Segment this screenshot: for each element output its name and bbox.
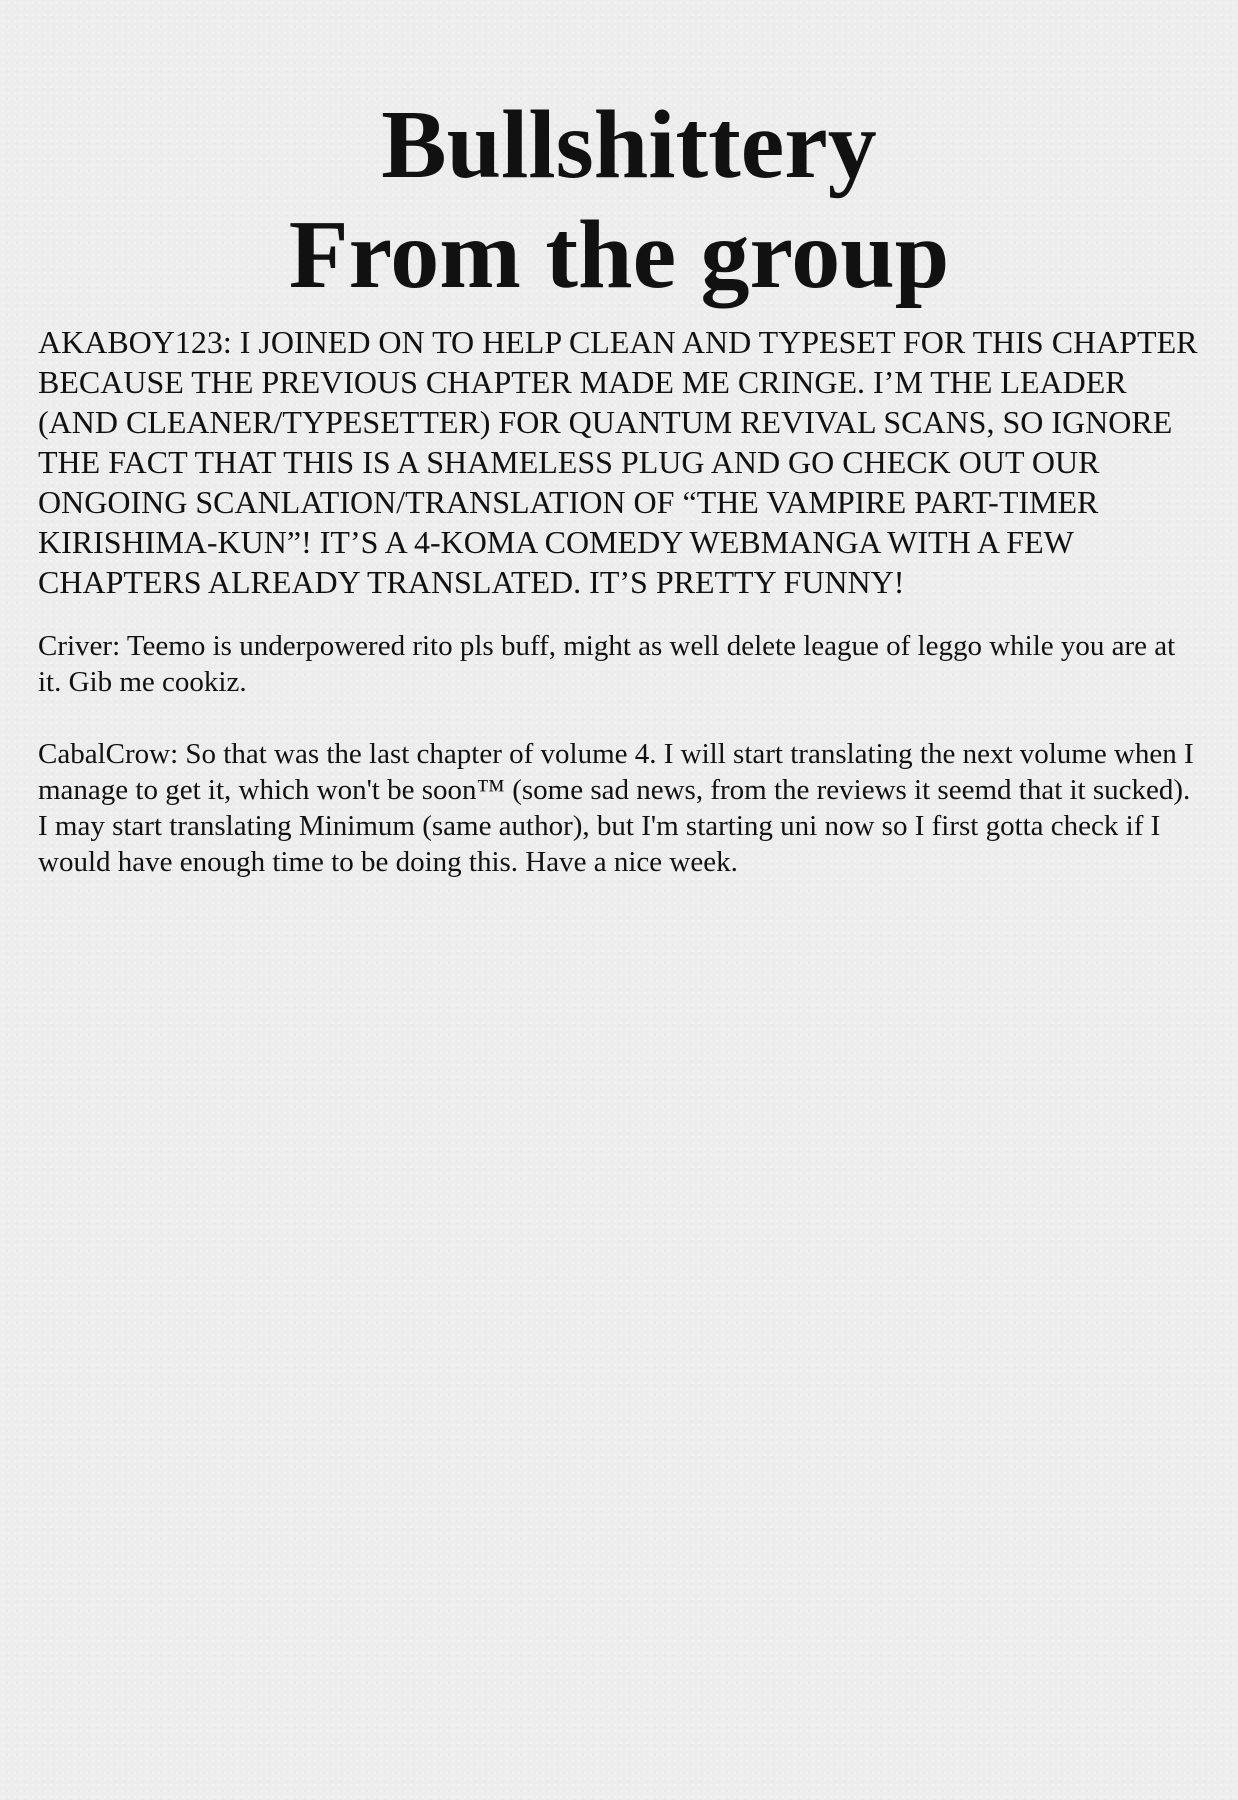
note-criver: Criver: Teemo is underpowered rito pls buff, might as well delete league of leggo while you are at it. Gib me cookiz. [38, 630, 1176, 698]
note-akaboy123: AKABOY123: I JOINED ON TO HELP CLEAN AND TYPESET FOR THIS CHAPTER BECAUSE THE PREVIOUS CHAPTER MADE ME CRINGE. I’M THE LEADER (AND CLEANER/TYPESETTER) FOR QUANTUM REVIVAL SCANS, SO IGNORE THE FACT THAT THIS IS A SHAMELESS PLUG AND GO CHECK OUT OUR ONGOING SCANLATION/TRANSLATION OF “THE VAMPIRE PART-TIMER KIRISHIMA-KUN”! IT’S A 4-KOMA COMEDY WEBMANGA WITH A FEW CHAPTERS ALREADY TRANSLATED. IT’S PRETTY FUNNY! [38, 324, 1198, 600]
title-line-1: Bullshittery [381, 91, 877, 199]
title-line-2: From the group [288, 201, 950, 309]
note-cabalcrow: CabalCrow: So that was the last chapter of volume 4. I will start translating the next volume when I manage to get it, which won't be soon™ (some sad news, from the reviews it seemd that it sucked). I may start translating Minimum (same author), but I'm starting uni now so I first gotta check if I would have enough time to be doing this. Have a nice week. [38, 738, 1194, 878]
page-title [38, 0, 1200, 310]
